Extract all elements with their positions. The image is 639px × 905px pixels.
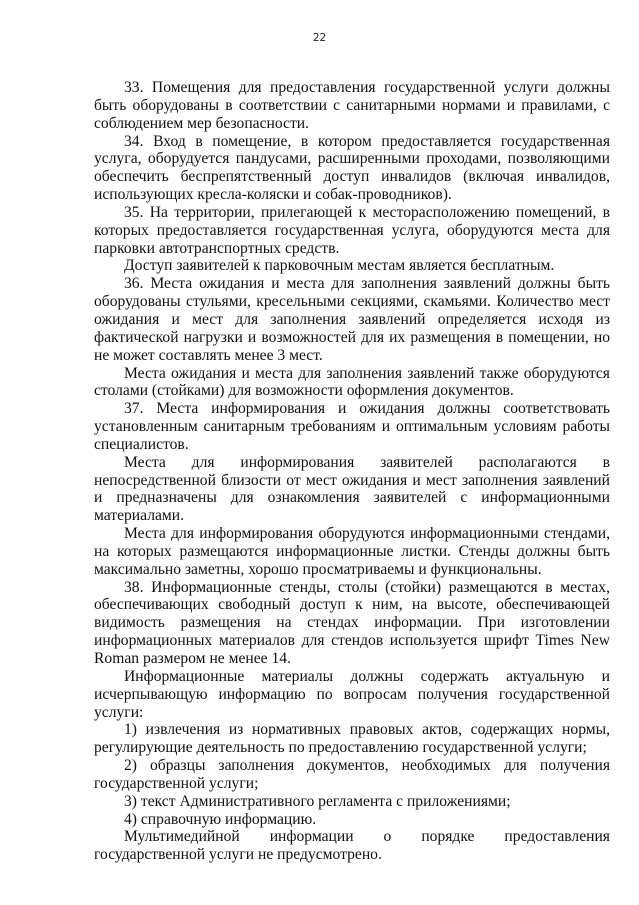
list-item-3: 3) текст Административного регламента с приложениями; xyxy=(124,792,511,810)
paragraph-34: 34. Вход в помещение, в котором предоставляется государственная услуга, оборудуется пандусами, расширенными проходами, позволяющими обеспечить беспрепятственный доступ инвалидов (включая инвалидов, использующих кресла-коляски и собак-проводников). xyxy=(94,132,610,204)
paragraph-37: 37. Места информирования и ожидания должны соответствовать установленным санитарным требованиям и оптимальным условиям работы специалистов. xyxy=(94,400,610,453)
paragraph-38: 38. Информационные стенды, столы (стойки) размещаются в местах, обеспечивающих свободный доступ к ним, на высоте, обеспечивающей видимость размещения на стендах информации. При изготовлении информационных материалов для стендов используется шрифт Times New Roman размером не менее 14. xyxy=(94,578,610,667)
paragraph-35: 35. На территории, прилегающей к месторасположению помещений, в которых предоставляется государственная услуга, оборудуются места для парковки автотранспортных средств. xyxy=(94,203,610,257)
list-item-2: 2) образцы заполнения документов, необходимых для получения государственной услуги; xyxy=(94,757,610,792)
paragraph-waiting-tables: Места ожидания и места для заполнения заявлений также оборудуются столами (стойками) для возможности оформления документов. xyxy=(94,364,610,400)
paragraph-multimedia: Мультимедийной информации о порядке предоставления государственной услуги не предусмотрено. xyxy=(94,828,610,864)
page-number: 22 xyxy=(312,32,327,44)
list-item-4: 4) справочную информацию. xyxy=(124,810,317,828)
document-body xyxy=(94,79,610,864)
paragraph-36: 36. Места ожидания и места для заполнения заявлений должны быть оборудованы стульями, кресельными секциями, скамьями. Количество мест ожидания и мест для заполнения заявлений определяется исходя из фактической нагрузки и возможностей для их размещения в помещении, но не может составлять менее 3 мест. xyxy=(94,275,610,364)
paragraph-33: 33. Помещения для предоставления государственной услуги должны быть оборудованы в соответствии с санитарными нормами и правилами, с соблюдением мер безопасности. xyxy=(94,79,610,132)
list-item-1: 1) извлечения из нормативных правовых актов, содержащих нормы, регулирующие деятельность по предоставлению государственной услуги; xyxy=(94,721,610,757)
paragraph-parking-access: Доступ заявителей к парковочным местам является бесплатным. xyxy=(124,257,555,275)
paragraph-info-places-location: Места для информирования заявителей располагаются в непосредственной близости от мест ожидания и мест заполнения заявлений и предназначены для ознакомления заявителей с информационными материалами. xyxy=(94,453,610,525)
paragraph-info-stands: Места для информирования оборудуются информационными стендами, на которых размещаются информационные листки. Стенды должны быть максимально заметны, хорошо просматриваемы и функциональны. xyxy=(94,525,610,578)
paragraph-info-materials: Информационные материалы должны содержать актуальную и исчерпывающую информацию по вопросам получения государственной услуги: xyxy=(94,667,610,721)
